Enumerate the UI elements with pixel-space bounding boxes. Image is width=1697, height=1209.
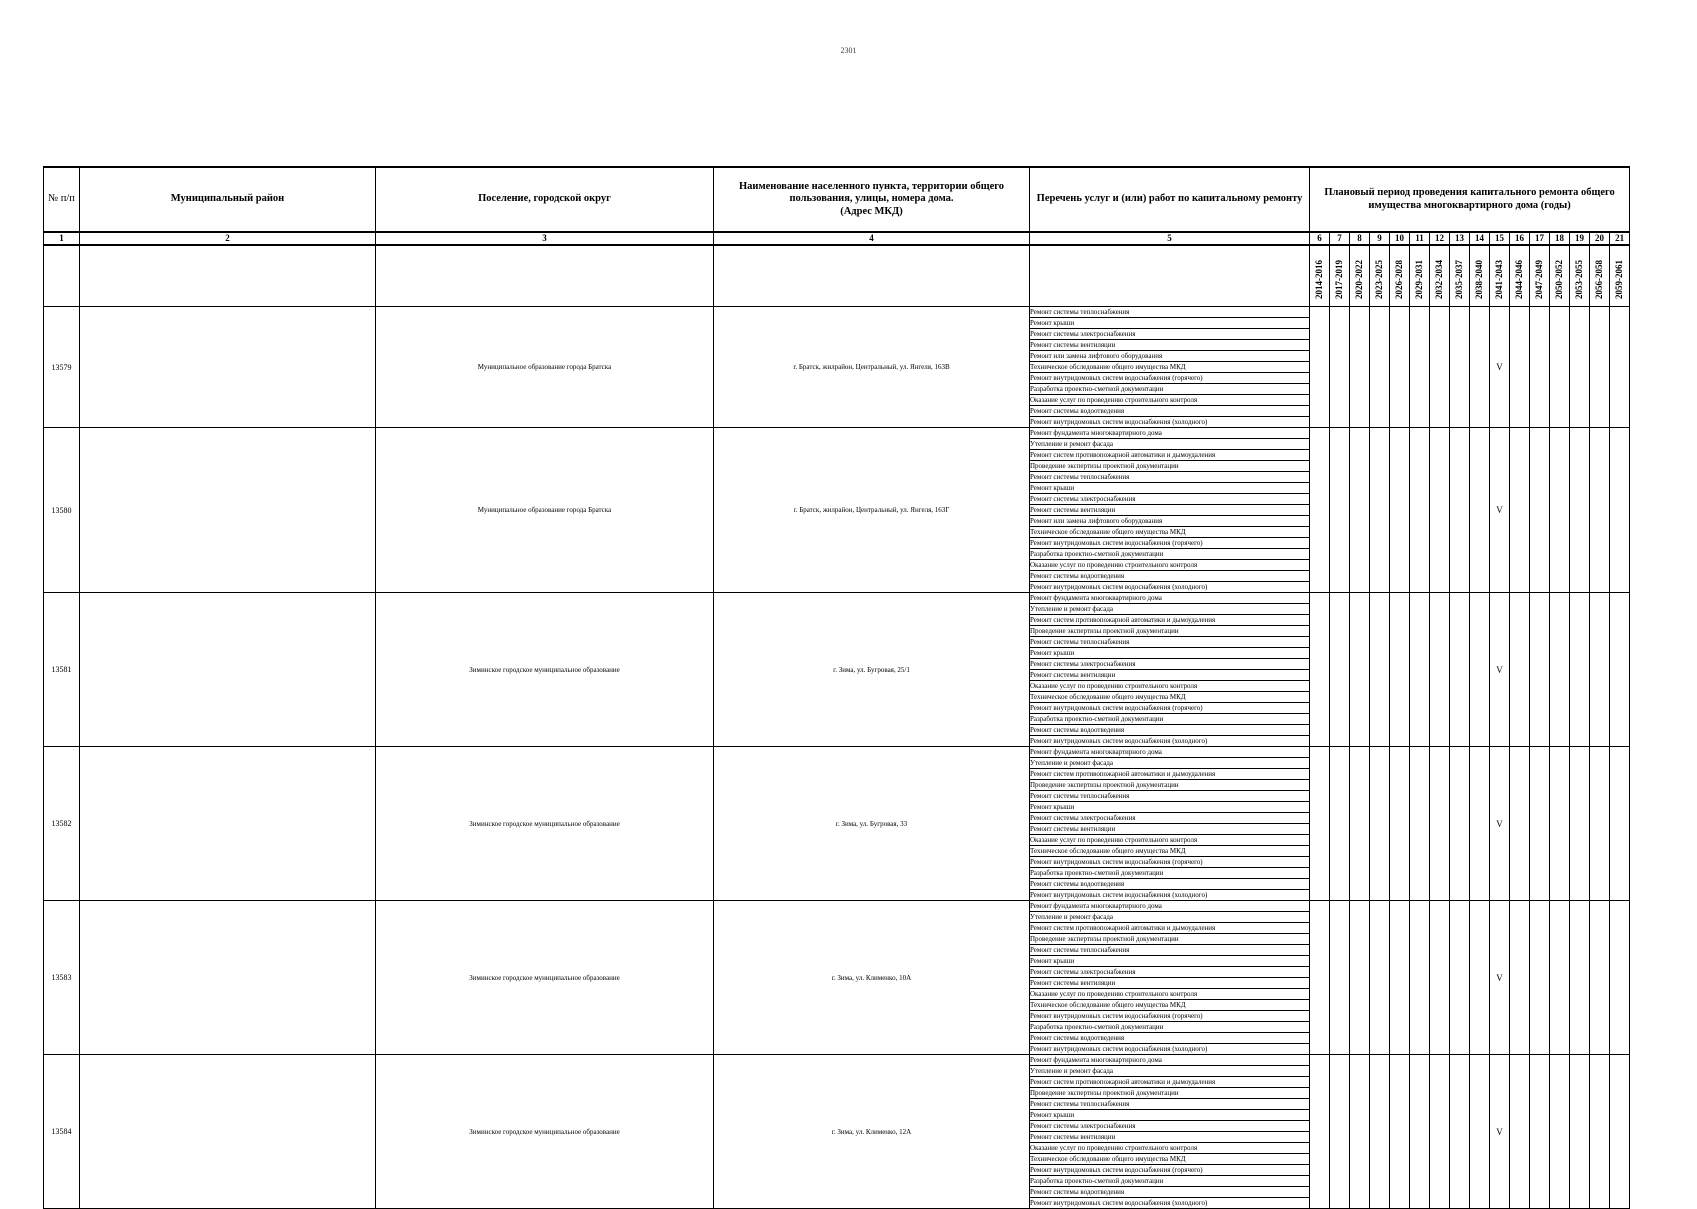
record-address: г. Зима, ул. Клименко, 12А xyxy=(714,1055,1030,1209)
period-cell xyxy=(1410,1055,1430,1209)
header-address-line3: (Адрес МКД) xyxy=(840,205,903,217)
period-cell xyxy=(1450,901,1470,1055)
work-item: Ремонт крыши xyxy=(1030,318,1310,329)
period-cell xyxy=(1530,1055,1550,1209)
header-period-line1: Плановый период проведения капитального ремонта общего xyxy=(1324,187,1615,199)
work-item: Ремонт внутридомовых систем водоснабжения (холодного) xyxy=(1030,417,1310,428)
work-item: Ремонт или замена лифтового оборудования xyxy=(1030,516,1310,527)
work-item: Оказание услуг по проведению строительного контроля xyxy=(1030,835,1310,846)
period-cell xyxy=(1330,901,1350,1055)
period-cell xyxy=(1550,307,1570,428)
period-header-cell xyxy=(1550,245,1570,307)
period-cell xyxy=(1610,428,1630,593)
record-settlement: Муниципальное образование города Братска xyxy=(376,307,714,428)
work-item: Ремонт крыши xyxy=(1030,483,1310,494)
period-cell xyxy=(1410,307,1430,428)
work-item: Ремонт внутридомовых систем водоснабжения (горячего) xyxy=(1030,857,1310,868)
period-header-cell xyxy=(1330,245,1350,307)
period-cell xyxy=(1470,901,1490,1055)
period-cell xyxy=(1450,428,1470,593)
work-item: Ремонт внутридомовых систем водоснабжения (горячего) xyxy=(1030,1165,1310,1176)
records-body xyxy=(44,307,1630,1209)
work-item: Ремонт системы теплоснабжения xyxy=(1030,637,1310,648)
record-settlement: Муниципальное образование города Братска xyxy=(376,428,714,593)
column-number: 10 xyxy=(1390,232,1410,245)
work-item: Ремонт внутридомовых систем водоснабжения (холодного) xyxy=(1030,890,1310,901)
period-cell xyxy=(1570,428,1590,593)
column-number: 21 xyxy=(1610,232,1630,245)
column-number: 11 xyxy=(1410,232,1430,245)
record-address: г. Зима, ул. Бугровая, 25/1 xyxy=(714,593,1030,747)
record-district xyxy=(80,428,376,593)
period-cell xyxy=(1550,428,1570,593)
period-header-cell xyxy=(1470,245,1490,307)
record-address: г. Братск, жилрайон, Центральный, ул. Янгеля, 163Г xyxy=(714,428,1030,593)
work-item: Ремонт внутридомовых систем водоснабжения (горячего) xyxy=(1030,703,1310,714)
table-row xyxy=(44,747,1630,758)
work-item: Разработка проектно-сметной документации xyxy=(1030,714,1310,725)
work-item: Техническое обследование общего имущества МКД xyxy=(1030,362,1310,373)
period-mark-cell: V xyxy=(1490,901,1510,1055)
work-item: Ремонт или замена лифтового оборудования xyxy=(1030,351,1310,362)
work-item: Разработка проектно-сметной документации xyxy=(1030,1176,1310,1187)
period-cell xyxy=(1430,1055,1450,1209)
work-item: Ремонт внутридомовых систем водоснабжения (горячего) xyxy=(1030,1011,1310,1022)
work-item: Ремонт системы теплоснабжения xyxy=(1030,307,1310,318)
work-item: Ремонт системы теплоснабжения xyxy=(1030,1099,1310,1110)
period-cell xyxy=(1330,428,1350,593)
work-item: Ремонт системы вентиляции xyxy=(1030,670,1310,681)
work-item: Утепление и ремонт фасада xyxy=(1030,439,1310,450)
blank-cell xyxy=(376,245,714,307)
period-cell xyxy=(1430,428,1450,593)
work-item: Ремонт системы теплоснабжения xyxy=(1030,472,1310,483)
period-cell xyxy=(1410,593,1430,747)
column-number: 15 xyxy=(1490,232,1510,245)
period-label: 2017-2019 xyxy=(1334,260,1344,299)
period-labels-row xyxy=(44,245,1630,307)
period-cell xyxy=(1530,307,1550,428)
column-number: 3 xyxy=(376,232,714,245)
record-index: 13583 xyxy=(44,901,80,1055)
header-works: Перечень услуг и (или) работ по капитальному ремонту xyxy=(1030,167,1310,232)
period-cell xyxy=(1350,307,1370,428)
column-number: 13 xyxy=(1450,232,1470,245)
column-number: 1 xyxy=(44,232,80,245)
work-item: Ремонт систем противопожарной автоматики и дымоудаления xyxy=(1030,615,1310,626)
work-item: Ремонт системы электроснабжения xyxy=(1030,494,1310,505)
record-settlement: Зиминское городское муниципальное образование xyxy=(376,593,714,747)
period-cell xyxy=(1410,901,1430,1055)
work-item: Ремонт системы вентиляции xyxy=(1030,978,1310,989)
period-cell xyxy=(1330,307,1350,428)
work-item: Техническое обследование общего имущества МКД xyxy=(1030,846,1310,857)
work-item: Ремонт фундамента многоквартирного дома xyxy=(1030,1055,1310,1066)
period-cell xyxy=(1590,307,1610,428)
column-number: 12 xyxy=(1430,232,1450,245)
work-item: Ремонт внутридомовых систем водоснабжения (горячего) xyxy=(1030,373,1310,384)
blank-cell xyxy=(1030,245,1310,307)
period-header-cell xyxy=(1530,245,1550,307)
period-label: 2038-2040 xyxy=(1474,260,1484,299)
record-index: 13582 xyxy=(44,747,80,901)
period-cell xyxy=(1370,901,1390,1055)
work-item: Ремонт фундамента многоквартирного дома xyxy=(1030,593,1310,604)
period-cell xyxy=(1590,593,1610,747)
work-item: Оказание услуг по проведению строительного контроля xyxy=(1030,1143,1310,1154)
period-cell xyxy=(1470,1055,1490,1209)
period-cell xyxy=(1610,307,1630,428)
period-cell xyxy=(1530,428,1550,593)
period-cell xyxy=(1610,593,1630,747)
work-item: Оказание услуг по проведению строительного контроля xyxy=(1030,395,1310,406)
period-cell xyxy=(1350,593,1370,747)
period-cell xyxy=(1310,428,1330,593)
period-cell xyxy=(1570,901,1590,1055)
header-settlement: Поселение, городской округ xyxy=(376,167,714,232)
period-cell xyxy=(1590,1055,1610,1209)
work-item: Ремонт систем противопожарной автоматики и дымоудаления xyxy=(1030,923,1310,934)
period-cell xyxy=(1390,747,1410,901)
period-cell xyxy=(1530,747,1550,901)
period-cell xyxy=(1470,747,1490,901)
work-item: Проведение экспертизы проектной документации xyxy=(1030,780,1310,791)
period-cell xyxy=(1430,901,1450,1055)
period-cell xyxy=(1390,428,1410,593)
period-cell xyxy=(1310,747,1330,901)
work-item: Ремонт внутридомовых систем водоснабжения (холодного) xyxy=(1030,1198,1310,1209)
period-header-cell xyxy=(1310,245,1330,307)
blank-cell xyxy=(44,245,80,307)
period-header-cell xyxy=(1390,245,1410,307)
period-cell xyxy=(1510,747,1530,901)
period-cell xyxy=(1530,593,1550,747)
column-number: 19 xyxy=(1570,232,1590,245)
period-label: 2014-2016 xyxy=(1314,260,1324,299)
period-cell xyxy=(1350,901,1370,1055)
periods-band xyxy=(44,245,1630,307)
period-cell xyxy=(1430,307,1450,428)
work-item: Ремонт системы теплоснабжения xyxy=(1030,791,1310,802)
work-item: Техническое обследование общего имущества МКД xyxy=(1030,1154,1310,1165)
period-cell xyxy=(1450,747,1470,901)
record-district xyxy=(80,1055,376,1209)
record-index: 13580 xyxy=(44,428,80,593)
work-item: Техническое обследование общего имущества МКД xyxy=(1030,692,1310,703)
period-cell xyxy=(1570,1055,1590,1209)
period-mark-cell: V xyxy=(1490,1055,1510,1209)
period-cell xyxy=(1510,1055,1530,1209)
record-address: г. Зима, ул. Бугровая, 33 xyxy=(714,747,1030,901)
capital-repair-table xyxy=(43,166,1630,1209)
period-header-cell xyxy=(1590,245,1610,307)
table-row xyxy=(44,901,1630,912)
work-item: Ремонт системы электроснабжения xyxy=(1030,659,1310,670)
work-item: Оказание услуг по проведению строительного контроля xyxy=(1030,560,1310,571)
period-cell xyxy=(1310,307,1330,428)
record-settlement: Зиминское городское муниципальное образование xyxy=(376,1055,714,1209)
period-cell xyxy=(1550,593,1570,747)
period-header-cell xyxy=(1510,245,1530,307)
period-label: 2047-2049 xyxy=(1534,260,1544,299)
work-item: Ремонт системы водоотведения xyxy=(1030,1033,1310,1044)
period-cell xyxy=(1510,307,1530,428)
work-item: Ремонт внутридомовых систем водоснабжения (холодного) xyxy=(1030,582,1310,593)
work-item: Ремонт системы водоотведения xyxy=(1030,571,1310,582)
work-item: Ремонт системы вентиляции xyxy=(1030,824,1310,835)
period-cell xyxy=(1390,1055,1410,1209)
period-label: 2023-2025 xyxy=(1374,260,1384,299)
work-item: Разработка проектно-сметной документации xyxy=(1030,384,1310,395)
period-cell xyxy=(1570,593,1590,747)
period-cell xyxy=(1590,747,1610,901)
column-number: 5 xyxy=(1030,232,1310,245)
period-cell xyxy=(1350,747,1370,901)
work-item: Ремонт системы теплоснабжения xyxy=(1030,945,1310,956)
record-address: г. Зима, ул. Клименко, 10А xyxy=(714,901,1030,1055)
document-viewport xyxy=(43,166,1629,1207)
table-row xyxy=(44,1055,1630,1066)
period-label: 2044-2046 xyxy=(1514,260,1524,299)
work-item: Утепление и ремонт фасада xyxy=(1030,604,1310,615)
column-number: 14 xyxy=(1470,232,1490,245)
work-item: Оказание услуг по проведению строительного контроля xyxy=(1030,681,1310,692)
work-item: Ремонт системы водоотведения xyxy=(1030,1187,1310,1198)
work-item: Ремонт системы водоотведения xyxy=(1030,879,1310,890)
work-item: Ремонт системы водоотведения xyxy=(1030,725,1310,736)
period-label: 2026-2028 xyxy=(1394,260,1404,299)
work-item: Ремонт системы электроснабжения xyxy=(1030,1121,1310,1132)
period-cell xyxy=(1530,901,1550,1055)
column-number: 16 xyxy=(1510,232,1530,245)
work-item: Проведение экспертизы проектной документации xyxy=(1030,626,1310,637)
period-cell xyxy=(1390,901,1410,1055)
period-header-cell xyxy=(1610,245,1630,307)
column-number: 8 xyxy=(1350,232,1370,245)
column-number: 9 xyxy=(1370,232,1390,245)
table-row xyxy=(44,593,1630,604)
period-label: 2050-2052 xyxy=(1554,260,1564,299)
period-cell xyxy=(1550,1055,1570,1209)
period-header-cell xyxy=(1370,245,1390,307)
period-cell xyxy=(1550,747,1570,901)
period-cell xyxy=(1450,1055,1470,1209)
period-label: 2029-2031 xyxy=(1414,260,1424,299)
work-item: Утепление и ремонт фасада xyxy=(1030,758,1310,769)
period-label: 2053-2055 xyxy=(1574,260,1584,299)
period-cell xyxy=(1430,593,1450,747)
period-label: 2041-2043 xyxy=(1494,260,1504,299)
period-cell xyxy=(1370,593,1390,747)
period-cell xyxy=(1510,428,1530,593)
period-cell xyxy=(1610,1055,1630,1209)
work-item: Ремонт системы водоотведения xyxy=(1030,406,1310,417)
period-cell xyxy=(1330,1055,1350,1209)
period-cell xyxy=(1330,593,1350,747)
table-header xyxy=(44,167,1630,245)
column-number: 18 xyxy=(1550,232,1570,245)
work-item: Техническое обследование общего имущества МКД xyxy=(1030,527,1310,538)
header-address-line1: Наименование населенного пункта, территории общего xyxy=(738,181,1004,193)
work-item: Ремонт внутридомовых систем водоснабжения (холодного) xyxy=(1030,1044,1310,1055)
work-item: Ремонт системы электроснабжения xyxy=(1030,329,1310,340)
work-item: Ремонт крыши xyxy=(1030,802,1310,813)
period-cell xyxy=(1610,747,1630,901)
work-item: Ремонт системы электроснабжения xyxy=(1030,967,1310,978)
period-cell xyxy=(1310,1055,1330,1209)
record-district xyxy=(80,593,376,747)
period-cell xyxy=(1390,307,1410,428)
work-item: Ремонт фундамента многоквартирного дома xyxy=(1030,747,1310,758)
period-mark-cell: V xyxy=(1490,747,1510,901)
period-cell xyxy=(1610,901,1630,1055)
period-mark-cell: V xyxy=(1490,428,1510,593)
record-district xyxy=(80,901,376,1055)
header-address xyxy=(714,167,1030,232)
period-header-cell xyxy=(1350,245,1370,307)
work-item: Утепление и ремонт фасада xyxy=(1030,912,1310,923)
period-cell xyxy=(1510,593,1530,747)
period-cell xyxy=(1410,747,1430,901)
period-cell xyxy=(1370,428,1390,593)
work-item: Оказание услуг по проведению строительного контроля xyxy=(1030,989,1310,1000)
work-item: Ремонт систем противопожарной автоматики и дымоудаления xyxy=(1030,769,1310,780)
column-numbers-row xyxy=(44,232,1630,245)
period-header-cell xyxy=(1430,245,1450,307)
table-row xyxy=(44,428,1630,439)
column-number: 6 xyxy=(1310,232,1330,245)
record-index: 13581 xyxy=(44,593,80,747)
header-planned-period xyxy=(1310,167,1630,232)
header-index: № п/п xyxy=(44,167,80,232)
record-index: 13579 xyxy=(44,307,80,428)
period-cell xyxy=(1470,307,1490,428)
period-cell xyxy=(1310,901,1330,1055)
record-settlement: Зиминское городское муниципальное образование xyxy=(376,901,714,1055)
table-row xyxy=(44,307,1630,318)
period-cell xyxy=(1470,593,1490,747)
header-district: Муниципальный район xyxy=(80,167,376,232)
work-item: Техническое обследование общего имущества МКД xyxy=(1030,1000,1310,1011)
period-label: 2059-2061 xyxy=(1614,260,1625,299)
work-item: Ремонт внутридомовых систем водоснабжения (холодного) xyxy=(1030,736,1310,747)
work-item: Ремонт крыши xyxy=(1030,956,1310,967)
period-cell xyxy=(1310,593,1330,747)
work-item: Проведение экспертизы проектной документации xyxy=(1030,934,1310,945)
work-item: Ремонт системы вентиляции xyxy=(1030,505,1310,516)
period-cell xyxy=(1590,428,1610,593)
work-item: Утепление и ремонт фасада xyxy=(1030,1066,1310,1077)
period-cell xyxy=(1570,307,1590,428)
work-item: Ремонт систем противопожарной автоматики и дымоудаления xyxy=(1030,450,1310,461)
work-item: Ремонт фундамента многоквартирного дома xyxy=(1030,428,1310,439)
header-address-line2: пользования, улицы, номера дома. xyxy=(789,193,954,205)
period-cell xyxy=(1350,428,1370,593)
period-header-cell xyxy=(1570,245,1590,307)
column-number: 7 xyxy=(1330,232,1350,245)
work-item: Ремонт внутридомовых систем водоснабжения (горячего) xyxy=(1030,538,1310,549)
period-cell xyxy=(1470,428,1490,593)
period-header-cell xyxy=(1410,245,1430,307)
period-cell xyxy=(1590,901,1610,1055)
work-item: Ремонт крыши xyxy=(1030,648,1310,659)
work-item: Ремонт крыши xyxy=(1030,1110,1310,1121)
column-number: 17 xyxy=(1530,232,1550,245)
period-cell xyxy=(1330,747,1350,901)
work-item: Разработка проектно-сметной документации xyxy=(1030,549,1310,560)
period-cell xyxy=(1510,901,1530,1055)
record-address: г. Братск, жилрайон, Центральный, ул. Янгеля, 163В xyxy=(714,307,1030,428)
work-item: Проведение экспертизы проектной документации xyxy=(1030,461,1310,472)
period-cell xyxy=(1430,747,1450,901)
header-period-line2: имущества многоквартирного дома (годы) xyxy=(1368,199,1571,211)
period-header-cell xyxy=(1450,245,1470,307)
period-cell xyxy=(1370,307,1390,428)
period-label: 2056-2058 xyxy=(1594,260,1604,299)
period-cell xyxy=(1410,428,1430,593)
work-item: Ремонт системы вентиляции xyxy=(1030,340,1310,351)
period-header-cell xyxy=(1490,245,1510,307)
period-cell xyxy=(1370,1055,1390,1209)
blank-cell xyxy=(80,245,376,307)
period-label: 2032-2034 xyxy=(1434,260,1444,299)
work-item: Ремонт систем противопожарной автоматики и дымоудаления xyxy=(1030,1077,1310,1088)
period-cell xyxy=(1370,747,1390,901)
period-cell xyxy=(1570,747,1590,901)
blank-cell xyxy=(714,245,1030,307)
period-label: 2020-2022 xyxy=(1354,260,1364,299)
period-mark-cell: V xyxy=(1490,307,1510,428)
record-district xyxy=(80,747,376,901)
work-item: Разработка проектно-сметной документации xyxy=(1030,868,1310,879)
page-number: 2301 xyxy=(840,46,857,55)
period-cell xyxy=(1390,593,1410,747)
period-cell xyxy=(1450,593,1470,747)
period-cell xyxy=(1450,307,1470,428)
record-index: 13584 xyxy=(44,1055,80,1209)
work-item: Ремонт системы электроснабжения xyxy=(1030,813,1310,824)
work-item: Проведение экспертизы проектной документации xyxy=(1030,1088,1310,1099)
period-cell xyxy=(1350,1055,1370,1209)
period-mark-cell: V xyxy=(1490,593,1510,747)
record-settlement: Зиминское городское муниципальное образование xyxy=(376,747,714,901)
period-label: 2035-2037 xyxy=(1454,260,1464,299)
period-cell xyxy=(1550,901,1570,1055)
column-number: 4 xyxy=(714,232,1030,245)
column-number: 20 xyxy=(1590,232,1610,245)
column-number: 2 xyxy=(80,232,376,245)
work-item: Ремонт фундамента многоквартирного дома xyxy=(1030,901,1310,912)
work-item: Разработка проектно-сметной документации xyxy=(1030,1022,1310,1033)
record-district xyxy=(80,307,376,428)
work-item: Ремонт системы вентиляции xyxy=(1030,1132,1310,1143)
